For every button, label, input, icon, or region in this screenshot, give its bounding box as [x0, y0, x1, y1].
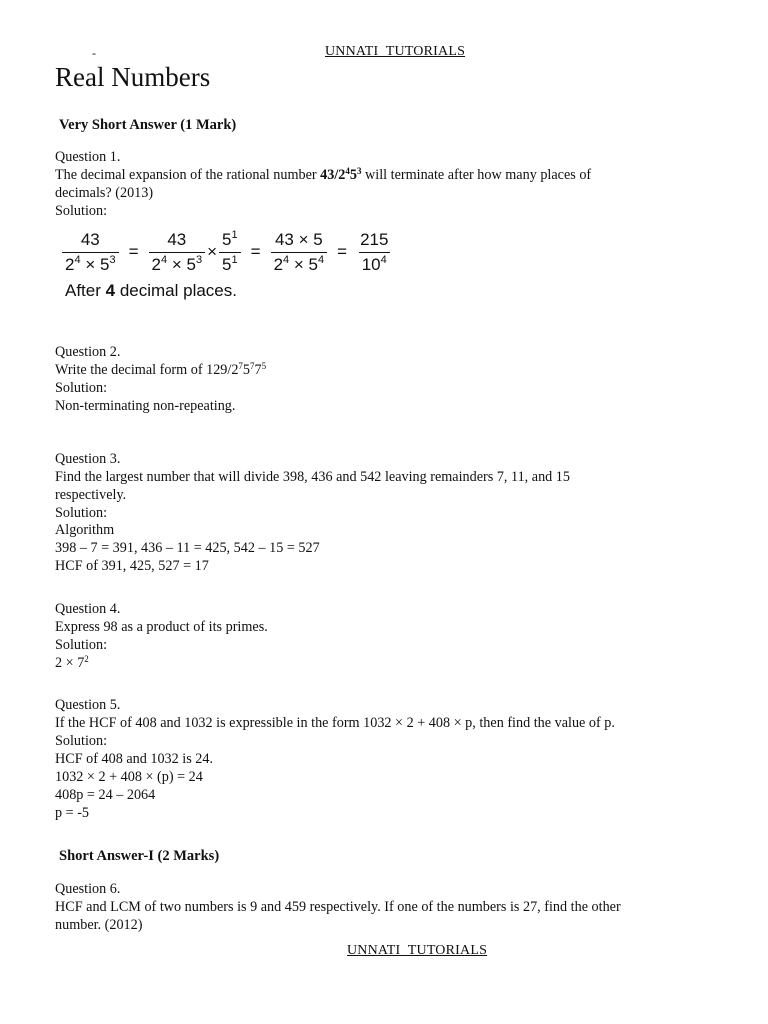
q5-step-2: 1032 × 2 + 408 × (p) = 24 [55, 769, 203, 785]
q5-label: Question 5. [55, 697, 121, 713]
fraction-4: $\frac{43 \times 5}{2^4 \times 5^4}$ [271, 230, 328, 275]
q2-answer: Non-terminating non-repeating. [55, 398, 236, 414]
q2-text: Write the decimal form of $129/2^75^77^5$ [55, 361, 267, 378]
q1-fraction-equation: $\frac{43}{2^4 \times 5^3}$ = $\frac{43}{2^4 \times 5^3}$ × $\frac{5^1}{5^1}$ = $\frac{43 \times 5}{2^4 \times 5^4}$ = $\frac{215}{10^4}$ [62, 226, 391, 278]
q3-step-2: 398 – 7 = 391, 436 – 11 = 425, 542 – 15 = 527 [55, 540, 320, 556]
q2-label: Question 2. [55, 344, 121, 360]
q3-step-1: Algorithm [55, 522, 115, 538]
q5-text: If the HCF of 408 and 1032 is expressible in the form 1032 × 2 + 408 × p, then find the value of p. [55, 715, 615, 731]
q1-label: Question 1. [55, 149, 121, 165]
section-very-short: Very Short Answer (1 Mark) [59, 117, 237, 133]
q5-solution-label: Solution: [55, 733, 108, 749]
fraction-1: $\frac{43}{2^4 \times 5^3}$ [62, 230, 119, 275]
q1-text-line2: decimals? (2013) [55, 185, 154, 201]
header-mark: - [92, 46, 96, 60]
q2-solution-label: Solution: [55, 380, 108, 396]
q4-label: Question 4. [55, 601, 121, 617]
q3-label: Question 3. [55, 451, 121, 467]
fraction-2: $\frac{43}{2^4 \times 5^3}$ [149, 230, 206, 275]
q6-text-line2: number. (2012) [55, 917, 143, 933]
q6-text: HCF and LCM of two numbers is 9 and 459 respectively. If one of the numbers is 27, find the other [55, 899, 621, 915]
q5-step-1: HCF of 408 and 1032 is 24. [55, 751, 214, 767]
page-footer: UNNATI TUTORIALS [347, 943, 488, 958]
section-short-answer-1: Short Answer-I (2 Marks) [59, 848, 220, 864]
q3-text-line2: respectively. [55, 487, 127, 503]
q1-text: The decimal expansion of the rational number $43/2^45^3$ will terminate after how many places of [55, 166, 592, 183]
q4-text: Express 98 as a product of its primes. [55, 619, 268, 635]
q4-solution-label: Solution: [55, 637, 108, 653]
fraction-5: $\frac{215}{10^4}$ [360, 229, 389, 274]
q5-step-4: p = -5 [55, 805, 90, 821]
q3-solution-label: Solution: [55, 505, 108, 521]
q4-answer: $2 \times 7^2$ [55, 654, 89, 671]
q1-solution-label: Solution: [55, 203, 108, 219]
q5-step-3: 408p = 24 – 2064 [55, 787, 156, 803]
q3-text: Find the largest number that will divide 398, 436 and 542 leaving remainders 7, 11, and 15 [55, 469, 570, 485]
page-title: Real Numbers [55, 62, 211, 92]
q3-step-3: HCF of 391, 425, 527 = 17 [55, 558, 209, 574]
page-header: UNNATI TUTORIALS [325, 44, 466, 59]
q6-label: Question 6. [55, 881, 121, 897]
fraction-3: $\frac{5^1}{5^1}$ [219, 230, 241, 275]
q1-answer: After 4 decimal places. [65, 281, 237, 300]
